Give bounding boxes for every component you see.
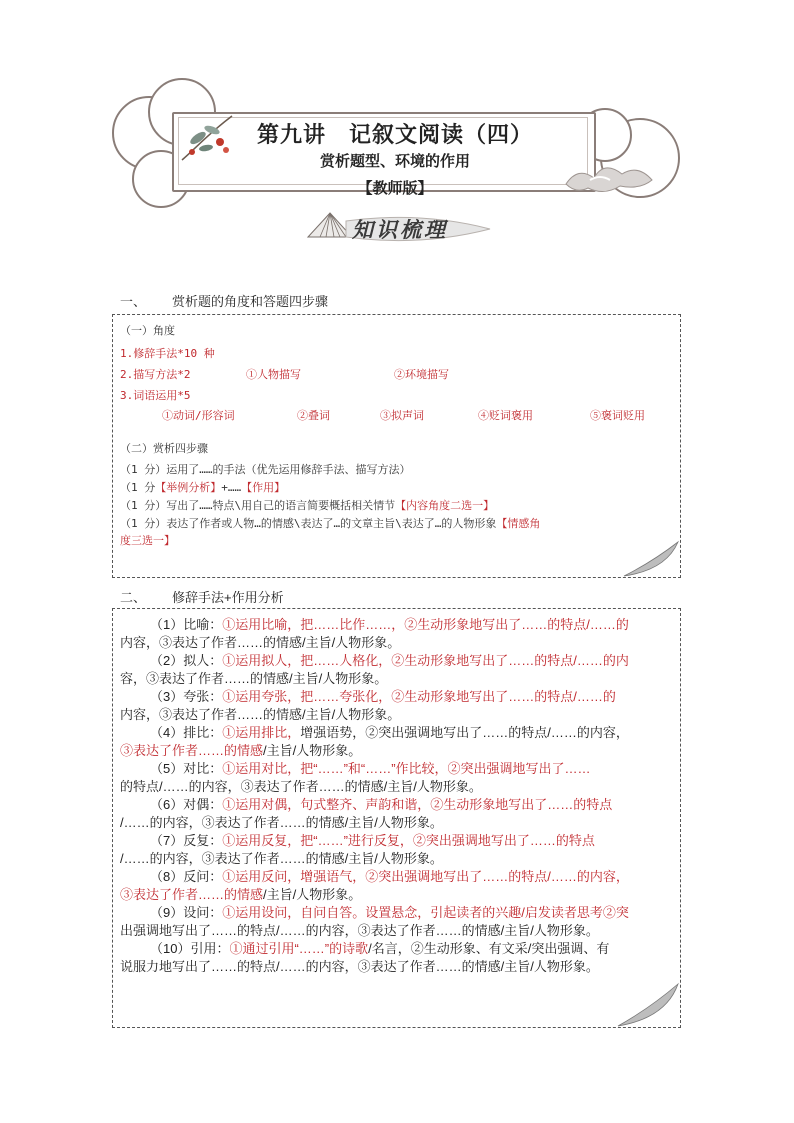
rhetoric-line <box>120 886 672 904</box>
rhetoric-text: /主旨/人物形象。 <box>263 743 362 758</box>
word-type-4: ④贬词褒用 <box>478 409 533 422</box>
rhetoric-text: （8）反问： <box>150 869 223 884</box>
step-3-note: 【内容角度二选一】 <box>395 499 495 512</box>
step-4-text: （1 分）表达了作者或人物…的情感\表达了…的文章主旨\表达了…的人物形象 <box>120 517 497 530</box>
rhetoric-text: 增强语势，②突出强调地写出了……的特点/……的内容， <box>300 725 629 740</box>
page-title: 第九讲 记叙文阅读（四） <box>256 122 533 148</box>
rhetoric-line <box>120 904 672 922</box>
angle-item-1: 1.修辞手法*10 种 <box>120 347 215 360</box>
page-curl-icon <box>622 540 680 577</box>
angle-item-2b: ②环境描写 <box>394 368 449 381</box>
rhetoric-line <box>120 706 672 724</box>
rhetoric-answer-text: ①运用比喻，把……比作……，②生动形象地写出了……的特点/……的 <box>222 617 629 632</box>
angle-item-3: 3.词语运用*5 <box>120 389 191 402</box>
rhetoric-text: 容，③表达了作者……的情感/主旨/人物形象。 <box>120 671 388 686</box>
rhetoric-text: /主旨/人物形象。 <box>263 887 362 902</box>
rhetoric-list <box>120 616 672 976</box>
word-type-5: ⑤褒词贬用 <box>590 409 645 422</box>
rhetoric-line <box>120 958 672 976</box>
rhetoric-text: （6）对偶： <box>150 797 223 812</box>
rhetoric-answer-text: ①通过引用“……”的诗歌 <box>229 941 369 956</box>
rhetoric-text: （1）比喻： <box>150 617 223 632</box>
step-1: （1 分）运用了……的手法（优先运用修辞手法、描写方法） <box>120 463 411 476</box>
rhetoric-answer-text: ①运用排比， <box>222 725 301 740</box>
rhetoric-text: （10）引用： <box>150 941 230 956</box>
rhetoric-line <box>120 634 672 652</box>
step-4-note-cont: 度三选一】 <box>120 534 175 547</box>
rhetoric-text: （9）设问： <box>150 905 223 920</box>
rhetoric-text: /……的内容，③表达了作者……的情感/主旨/人物形象。 <box>120 851 443 866</box>
edition-label: 【教师版】 <box>357 180 433 197</box>
rhetoric-text: （3）夸张： <box>150 689 223 704</box>
rhetoric-line <box>120 832 672 850</box>
rhetoric-line <box>120 616 672 634</box>
word-type-2: ②叠词 <box>297 409 330 422</box>
rhetoric-answer-text: ①运用反问，增强语气，②突出强调地写出了……的特点/……的内容， <box>222 869 629 884</box>
section2-title: 修辞手法+作用分析 <box>172 590 284 605</box>
rhetoric-line <box>120 922 672 940</box>
rhetoric-text: （4）排比： <box>150 725 223 740</box>
steps-heading: （二）赏析四步骤 <box>120 442 208 455</box>
banner-title: 知识梳理 <box>352 217 448 242</box>
rhetoric-answer-text: ①运用反复，把“……”进行反复，②突出强调地写出了……的特点 <box>222 833 595 848</box>
page-subtitle: 赏析题型、环境的作用 <box>319 152 470 170</box>
rhetoric-text: /名言，②生动形象、有文采/突出强调、有 <box>368 941 610 956</box>
rhetoric-text: 的特点/……的内容，③表达了作者……的情感/主旨/人物形象。 <box>120 779 482 794</box>
section2-heading <box>120 587 284 606</box>
angle-item-2a: ①人物描写 <box>246 368 301 381</box>
rhetoric-text: /……的内容，③表达了作者……的情感/主旨/人物形象。 <box>120 815 443 830</box>
step-2-plus: +…… <box>221 481 242 494</box>
section1-title: 赏析题的角度和答题四步骤 <box>172 294 329 309</box>
rhetoric-text: （5）对比： <box>150 761 223 776</box>
step-2-prefix: （1 分 <box>120 481 156 494</box>
rhetoric-answer-text: ①运用拟人，把……人格化，②生动形象地写出了……的特点/……的内 <box>222 653 629 668</box>
rhetoric-text: 内容，③表达了作者……的情感/主旨/人物形象。 <box>120 635 401 650</box>
step-4 <box>120 515 540 531</box>
rhetoric-line <box>120 724 672 742</box>
rhetoric-answer-text: ③表达了作者……的情感 <box>120 743 264 758</box>
rhetoric-line <box>120 742 672 760</box>
rhetoric-line <box>120 688 672 706</box>
page-curl-icon-2 <box>616 982 680 1027</box>
rhetoric-line <box>120 652 672 670</box>
rhetoric-line <box>120 814 672 832</box>
rhetoric-line <box>120 778 672 796</box>
section2-number: 二、 <box>120 590 147 605</box>
angle-item-2: 2.描写方法*2 <box>120 368 191 381</box>
angle-heading: （一）角度 <box>120 324 175 337</box>
rhetoric-line <box>120 796 672 814</box>
rhetoric-answer-text: ①运用设问，自问自答。设置悬念，引起读者的兴趣/启发读者思考②突 <box>222 905 629 920</box>
step-2-example: 【举例分析】 <box>155 481 222 494</box>
rhetoric-line <box>120 670 672 688</box>
step-3-text: （1 分）写出了……特点\用自己的语言简要概括相关情节 <box>120 499 396 512</box>
rhetoric-line <box>120 760 672 778</box>
rhetoric-text: 说服力地写出了……的特点/……的内容，③表达了作者……的情感/主旨/人物形象。 <box>120 959 599 974</box>
rhetoric-answer-text: ①运用对比，把“……”和“……”作比较，②突出强调地写出了…… <box>222 761 591 776</box>
rhetoric-answer-text: ①运用夸张，把……夸张化，②生动形象地写出了……的特点/……的 <box>222 689 616 704</box>
rhetoric-text: 内容，③表达了作者……的情感/主旨/人物形象。 <box>120 707 401 722</box>
rhetoric-text: 出强调地写出了……的特点/……的内容，③表达了作者……的情感/主旨/人物形象。 <box>120 923 599 938</box>
word-type-1: ①动词/形容词 <box>162 409 235 422</box>
rhetoric-line <box>120 868 672 886</box>
step-2 <box>120 479 285 495</box>
section1-number: 一、 <box>120 294 147 309</box>
rhetoric-answer-text: ①运用对偶，句式整齐、声韵和谐，②生动形象地写出了……的特点 <box>222 797 613 812</box>
step-2-effect: 【作用】 <box>241 481 286 494</box>
rhetoric-line <box>120 940 672 958</box>
rhetoric-line <box>120 850 672 868</box>
rhetoric-text: （7）反复： <box>150 833 223 848</box>
step-3 <box>120 497 494 513</box>
section1-heading <box>120 291 328 310</box>
word-type-3: ③拟声词 <box>380 409 424 422</box>
rhetoric-text: （2）拟人： <box>150 653 223 668</box>
step-4-note: 【情感角 <box>496 517 541 530</box>
rhetoric-answer-text: ③表达了作者……的情感 <box>120 887 264 902</box>
